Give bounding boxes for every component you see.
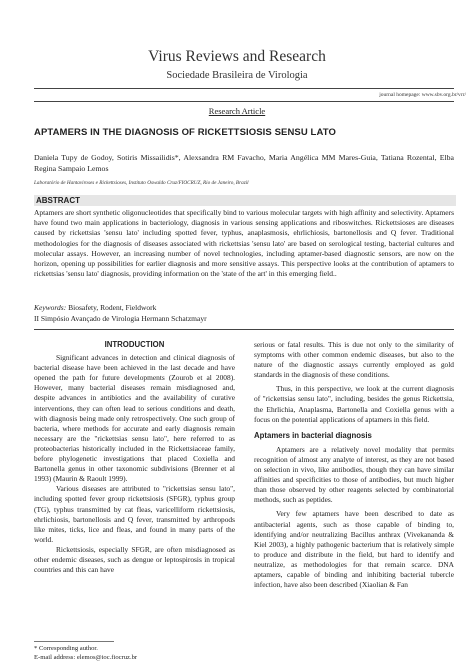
journal-title: Virus Reviews and Research	[148, 48, 326, 65]
right-paragraph-0: serious or fatal results. This is due not only to the similarity of symptoms with other common endemic diseases, but also to the nature of the diagnostic assays currently employed as gold standards in the diagnosis of these conditions.	[254, 340, 454, 380]
article-type: Research Article	[208, 106, 266, 116]
affiliation: Laboratório de Hantaviroses e Rickettsioses, Instituto Oswaldo Cruz/FIOCRUZ, Rio de Janeiro, Brazil	[34, 180, 249, 186]
authors: Daniela Tupy de Godoy, Sotiris Missailidis*, Alexsandra RM Favacho, Maria Angélica MM Mares-Guia, Tatiana Rozental, Elba Regina Sampaio Lemos	[34, 153, 454, 173]
introduction-heading: INTRODUCTION	[104, 340, 165, 349]
right-paragraph-2: Aptamers are a relatively novel modality that permits recognition of almost any analyte of interest, as they are not based on selection in vivo, like antibodies, though they can have similar affinities and specificities to those of antibodies, but much higher than those observed by other reagents selected by combinatorial methods, such as peptides.	[254, 444, 454, 505]
footnote-rule	[34, 641, 114, 642]
header-divider	[34, 88, 454, 89]
abstract-heading: ABSTRACT	[34, 195, 456, 206]
symposium: II Simpósio Avançado de Virologia Hermann Schatzmayr	[34, 313, 207, 323]
intro-paragraph-1: Significant advances in detection and clinical diagnosis of bacterial disease have been achieved in the last decade and have opened the path for future developments (Zourob et al 2008). However, many bacterial diseases remain misdiagnosed and, despite advances in antibiotics and the availability of curative interventions, they can often lead to serious conditions and death, with diagnosis being made only retrospectively. One such group of bacteria, where methods for accurate and early diagnosis remain necessary are the "rickettsias sensu lato", here referred to as proteobacterias historically included in the Rickettsiaceae family, before phylogenetic investigations that placed Coxiella and Bartonella genus in other taxonomic subdivisions (Brenner et al 1993) (Maurin & Raoult 1999).	[34, 353, 235, 484]
right-paragraph-3: Very few aptamers have been described to date as antibacterial agents, such as those capable of binding to, identifying and/or neutralizing Bacillus anthrax (Vivekananda & Kiel 2003), a highly pathogenic bacterium that is relatively simple to produce and distribute in the field, but hard to identify and neutralize, as methodologies for that remain scarce. DNA aptamers, capable of binding and inhibiting bacterial tubercle infection, have also been described (Xiaolian & Fan	[254, 509, 454, 590]
keywords-divider	[34, 329, 454, 330]
right-paragraph-1: Thus, in this perspective, we look at the current diagnosis of "rickettsias sensu lato", including, besides the genus Rickettsia, the Ehrlichia, Anaplasma, Bartonella and Coxiella genus with a focus on the potential applications of aptamers in this field.	[254, 384, 454, 424]
right-column	[254, 340, 454, 590]
abstract-text: Aptamers are short synthetic oligonucleotides that specifically bind to various molecular targets with high affinity and selectivity. Aptamers have found two main applications in bacteriology, diagnosis in various sensing applications and riboswitches. Rickettsioses are diseases caused by rickettsias 'sensu lato' including spotted fever, typhus, anaplasmosis, ehrlichiosis, bartonellosis and Q fever. Traditional methodologies for the diagnosis of diseases associated with rickettsias 'sensu lato' are based on serological testing, bacterial cultures and molecular assays. However, an increasing number of novel technologies, including aptamer-based diagnostic sensors, are now on the horizon, opening up possibilities for earlier diagnosis and more sensitive assays. This perspective looks at the contribution of aptamers to rickettsias 'sensu lato' diagnosis, providing information on the 'state of the art' in this emerging field..	[34, 208, 454, 279]
footnote-email: E-mail address: elemos@ioc.fiocruz.br	[34, 654, 138, 661]
keywords-value: Biosafety, Rodent, Fieldwork	[68, 303, 157, 312]
left-column	[34, 340, 235, 575]
keywords	[34, 303, 454, 324]
aptamers-section-heading: Aptamers in bacterial diagnosis	[254, 430, 372, 440]
header-divider-2	[34, 101, 454, 102]
article-title: APTAMERS IN THE DIAGNOSIS OF RICKETTSIOSIS SENSU LATO	[34, 127, 336, 138]
society-name: Sociedade Brasileira de Virologia	[166, 70, 308, 81]
intro-paragraph-2: Various diseases are attributed to "rickettsias sensu lato", including spotted fever group rickettsiosis (SFGR), typhus group (TG), typhus transmitted by cat fleas, varicelliform rickettsiosis, ehrlichiosis, bartonellosis and Q fever, transmitted by arthropods like mites, ticks, lice and fleas, and found in many parts of the world.	[34, 484, 235, 544]
keywords-label: Keywords:	[34, 303, 67, 312]
journal-homepage: journal homepage: www.sbv.org.br/vrr/	[379, 92, 466, 98]
footnotes	[34, 644, 235, 662]
footnote-corresponding: * Corresponding author.	[34, 645, 98, 652]
intro-paragraph-3: Rickettsiosis, especially SFGR, are often misdiagnosed as other endemic diseases, such as dengue or leptospirosis in tropical countries and this can have	[34, 544, 235, 575]
